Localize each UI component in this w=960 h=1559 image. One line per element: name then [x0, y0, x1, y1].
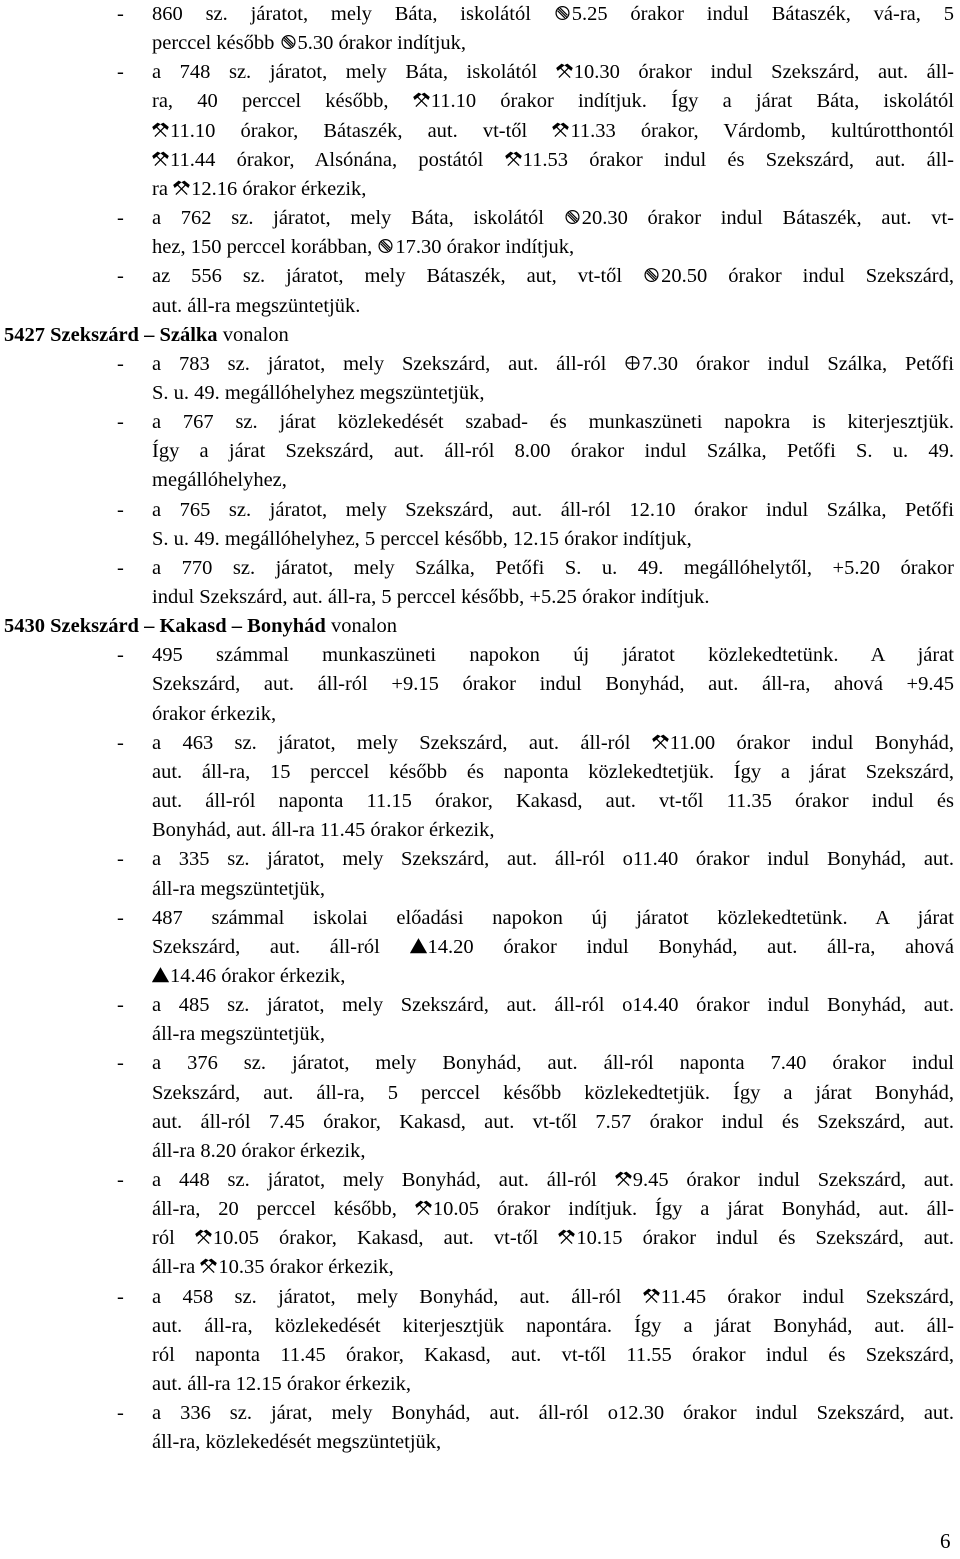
- text-run: vonalon: [325, 615, 397, 638]
- list-dash: -: [117, 61, 124, 84]
- school-closed-icon: [280, 34, 297, 50]
- text-run: aut. áll-ról 7.45 órakor, Kakasd, aut. vt-től 7.57 órakor indul és Szekszárd, aut.: [152, 1110, 954, 1133]
- text-run: 11.00 órakor indul Bonyhád,: [669, 731, 954, 754]
- text-line: [152, 1228, 954, 1249]
- list-dash: -: [117, 3, 124, 25]
- text-line: [152, 470, 287, 491]
- text-run: órakor érkezik,: [152, 702, 277, 725]
- text-run: 14.20 órakor indul Bonyhád, aut. áll-ra, ahová: [427, 935, 955, 958]
- text-run: Szekszárd, aut. áll-ról +9.15 órakor indul Bonyhád, aut. áll-ra, ahová +9.45: [152, 673, 954, 696]
- circle-plus-icon: [624, 355, 641, 371]
- list-dash: -: [117, 906, 124, 929]
- text-line: [152, 412, 954, 433]
- text-run: áll-ra 8.20 órakor érkezik,: [152, 1139, 366, 1162]
- text-line: [152, 558, 954, 579]
- text-line: [152, 1170, 954, 1191]
- text-line: [152, 762, 954, 783]
- text-run: a 336 sz. járat, mely Bonyhád, aut. áll-ról o12.30 órakor indul Szekszárd, aut.: [152, 1402, 954, 1425]
- text-run: a 376 sz. járatot, mely Bonyhád, aut. áll-ról naponta 7.40 órakor indul: [152, 1052, 954, 1075]
- school-closed-icon: [643, 267, 660, 283]
- list-dash: -: [117, 644, 124, 667]
- workday-hammers-icon: [643, 1288, 660, 1304]
- workday-hammers-icon: [505, 151, 522, 167]
- text-run: 5.25 órakor indul Bátaszék, vá-ra, 5: [571, 3, 954, 25]
- text-run: vonalon: [217, 323, 289, 346]
- text-line: [152, 966, 345, 987]
- text-run: áll-ra, 20 perccel később,: [152, 1198, 415, 1221]
- list-dash: -: [117, 265, 124, 288]
- text-run: indul Szekszárd, aut. áll-ra, 5 perccel később, +5.25 órakor indítjuk.: [152, 586, 710, 608]
- workday-hammers-icon: [413, 92, 430, 108]
- text-run: ra: [152, 177, 174, 200]
- text-run: Így a járat Szekszárd, aut. áll-ról 8.00 órakor indul Szálka, Petőfi S. u. 49.: [152, 440, 954, 463]
- text-line: [152, 1345, 954, 1366]
- list-dash: -: [117, 556, 124, 579]
- text-run: a 463 sz. járatot, mely Szekszárd, aut. áll-ról: [152, 731, 652, 754]
- text-line: [152, 1287, 954, 1308]
- route-name: 5427 Szekszárd – Szálka: [4, 323, 218, 346]
- text-run: 14.46 órakor érkezik,: [170, 964, 346, 987]
- text-run: áll-ra, közlekedését megszüntetjük,: [152, 1431, 442, 1454]
- text-run: áll-ra megszüntetjük,: [152, 1023, 326, 1046]
- list-dash: -: [117, 498, 124, 521]
- text-run: 11.45 órakor indul Szekszárd,: [660, 1285, 954, 1308]
- page-number: 6: [940, 1529, 951, 1553]
- text-line: [152, 1053, 954, 1074]
- text-run: 20.50 órakor indul Szekszárd,: [661, 265, 954, 288]
- text-run: a 767 sz. járat közlekedését szabad- és munkaszüneti napokra is kiterjesztjük.: [152, 411, 954, 434]
- text-line: [152, 500, 954, 521]
- text-line: [152, 820, 495, 841]
- text-run: 11.33 órakor, Várdomb, kultúrotthontól: [570, 119, 954, 142]
- text-run: 11.44 órakor, Alsónána, postától: [170, 148, 505, 171]
- text-run: perccel később: [152, 32, 280, 55]
- text-run: 495 számmal munkaszüneti napokon új járatot közlekedtetünk. A járat: [152, 644, 954, 667]
- text-line: [152, 441, 954, 462]
- workday-hammers-icon: [200, 1258, 217, 1274]
- text-line: [152, 1112, 954, 1133]
- text-run: Szekszárd, aut. áll-ra, 5 perccel később közlekedtetjük. Így a járat Bonyhád,: [152, 1081, 954, 1104]
- workday-hammers-icon: [173, 180, 190, 196]
- text-line: [152, 354, 954, 375]
- list-dash: -: [117, 1169, 124, 1191]
- text-line: [152, 1374, 411, 1395]
- text-line: [152, 1024, 325, 1045]
- school-closed-icon: [377, 238, 394, 254]
- text-line: [152, 645, 954, 666]
- text-run: 10.30 órakor indul Szekszárd, aut. áll-: [573, 61, 955, 84]
- workday-hammers-icon: [652, 734, 669, 750]
- list-dash: -: [117, 352, 124, 375]
- text-run: ról naponta 11.45 órakor, Kakasd, aut. vt-től 11.55 órakor indul és Szekszárd,: [152, 1343, 954, 1366]
- text-run: 5.30 órakor indítjuk,: [297, 32, 467, 55]
- text-line: [152, 937, 954, 958]
- text-run: a 458 sz. járatot, mely Bonyhád, aut. áll-ról: [152, 1285, 643, 1308]
- text-run: a 335 sz. járatot, mely Szekszárd, aut. áll-ról o11.40 órakor indul Bonyhád, aut.: [152, 848, 954, 871]
- text-run: ra, 40 perccel később,: [152, 90, 413, 113]
- text-run: ról: [152, 1227, 195, 1250]
- text-line: [152, 908, 954, 929]
- text-run: a 783 sz. járatot, mely Szekszárd, aut. áll-ról: [152, 352, 625, 375]
- text-run: aut. áll-ról naponta 11.15 órakor, Kakasd, aut. vt-től 11.35 órakor indul és: [152, 790, 954, 813]
- text-run: Szekszárd, aut. áll-ról: [152, 935, 410, 958]
- text-run: aut. áll-ra 12.15 órakor érkezik,: [152, 1373, 411, 1396]
- text-line: [152, 208, 954, 229]
- text-run: a 748 sz. járatot, mely Báta, iskolától: [152, 61, 556, 84]
- text-line: [152, 1432, 441, 1453]
- text-line: [152, 879, 325, 900]
- text-line: [152, 237, 574, 258]
- triangle-icon: [152, 967, 169, 983]
- text-line: [152, 995, 954, 1016]
- text-run: 11.10 órakor, Bátaszék, aut. vt-től: [170, 119, 553, 142]
- text-run: S. u. 49. megállóhelyhez megszüntetjük,: [152, 381, 485, 404]
- text-run: a 485 sz. járatot, mely Szekszárd, aut. áll-ról o14.40 órakor indul Bonyhád, aut.: [152, 994, 954, 1017]
- text-line: [152, 1403, 954, 1424]
- text-run: 7.30 órakor indul Szálka, Petőfi: [642, 352, 954, 375]
- text-line: [152, 587, 710, 608]
- text-run: a 765 sz. járatot, mely Szekszárd, aut. áll-ról 12.10 órakor indul Szálka, Petőfi: [152, 498, 954, 521]
- text-line: [152, 704, 276, 725]
- text-run: 20.30 órakor indul Bátaszék, aut. vt-: [581, 207, 955, 230]
- route-heading: [4, 616, 397, 637]
- text-line: [152, 529, 692, 550]
- text-line: [152, 1316, 954, 1337]
- text-run: Bonyhád, aut. áll-ra 11.45 órakor érkezik,: [152, 819, 495, 842]
- text-run: áll-ra megszüntetjük,: [152, 877, 326, 900]
- text-run: megállóhelyhez,: [152, 469, 287, 492]
- text-line: [152, 791, 954, 812]
- text-line: [152, 733, 954, 754]
- workday-hammers-icon: [152, 122, 169, 138]
- text-run: a 448 sz. járatot, mely Bonyhád, aut. áll-ról: [152, 1169, 615, 1191]
- text-line: [152, 1257, 394, 1278]
- text-run: 9.45 órakor indul Szekszárd, aut.: [632, 1169, 954, 1191]
- text-line: [152, 266, 954, 287]
- school-closed-icon: [554, 5, 571, 21]
- list-dash: -: [117, 848, 124, 871]
- list-dash: -: [117, 1052, 124, 1075]
- text-run: hez, 150 perccel korábban,: [152, 236, 378, 259]
- text-line: [152, 1141, 365, 1162]
- text-line: [152, 1199, 954, 1220]
- text-run: áll-ra: [152, 1256, 201, 1279]
- text-run: aut. áll-ra, közlekedését kiterjesztjük napontára. Így a járat Bonyhád, aut. áll-: [152, 1314, 954, 1337]
- text-run: 11.10 órakor indítjuk. Így a járat Báta, iskolától: [430, 90, 955, 113]
- text-line: [152, 674, 954, 695]
- text-run: 10.35 órakor érkezik,: [218, 1256, 394, 1279]
- text-run: 487 számmal iskolai előadási napokon új járatot közlekedtetünk. A járat: [152, 906, 954, 929]
- workday-hammers-icon: [556, 63, 573, 79]
- text-run: 10.05 órakor indítjuk. Így a járat Bonyhád, aut. áll-: [432, 1198, 954, 1221]
- list-dash: -: [117, 994, 124, 1017]
- list-dash: -: [117, 1402, 124, 1425]
- text-run: aut. áll-ra, 15 perccel később és naponta közlekedtetjük. Így a járat Szekszárd,: [152, 760, 954, 783]
- text-run: 860 sz. járatot, mely Báta, iskolától: [152, 3, 554, 25]
- text-line: [152, 849, 954, 870]
- text-run: 17.30 órakor indítjuk,: [395, 236, 575, 259]
- text-run: 12.16 órakor érkezik,: [191, 177, 367, 200]
- text-line: [152, 62, 954, 83]
- list-dash: -: [117, 1285, 124, 1308]
- list-dash: -: [117, 731, 124, 754]
- text-line: [152, 33, 466, 54]
- workday-hammers-icon: [552, 122, 569, 138]
- text-line: [152, 296, 360, 317]
- triangle-icon: [410, 938, 427, 954]
- text-line: [152, 91, 954, 112]
- workday-hammers-icon: [615, 1171, 632, 1187]
- list-dash: -: [117, 411, 124, 434]
- school-closed-icon: [564, 209, 581, 225]
- text-run: 10.05 órakor, Kakasd, aut. vt-től: [212, 1227, 559, 1250]
- text-run: a 762 sz. járatot, mely Báta, iskolától: [152, 207, 564, 230]
- workday-hammers-icon: [195, 1229, 212, 1245]
- workday-hammers-icon: [415, 1200, 432, 1216]
- route-name: 5430 Szekszárd – Kakasd – Bonyhád: [4, 615, 326, 638]
- text-run: aut. áll-ra megszüntetjük.: [152, 294, 361, 317]
- route-heading: [4, 325, 289, 346]
- workday-hammers-icon: [558, 1229, 575, 1245]
- text-run: a 770 sz. járatot, mely Szálka, Petőfi S. u. 49. megállóhelytől, +5.20 órakor: [152, 556, 954, 579]
- text-line: [152, 150, 954, 171]
- text-run: az 556 sz. járatot, mely Bátaszék, aut, vt-től: [152, 265, 644, 288]
- text-line: [152, 121, 954, 142]
- text-line: [152, 4, 954, 25]
- text-line: [152, 179, 366, 200]
- workday-hammers-icon: [152, 151, 169, 167]
- list-dash: -: [117, 207, 124, 230]
- text-run: S. u. 49. megállóhelyhez, 5 perccel később, 12.15 órakor indítjuk,: [152, 527, 692, 550]
- text-run: 10.15 órakor indul és Szekszárd, aut.: [576, 1227, 954, 1250]
- text-line: [152, 1083, 954, 1104]
- text-run: 11.53 órakor indul és Szekszárd, aut. áll-: [522, 148, 955, 171]
- text-line: [152, 383, 484, 404]
